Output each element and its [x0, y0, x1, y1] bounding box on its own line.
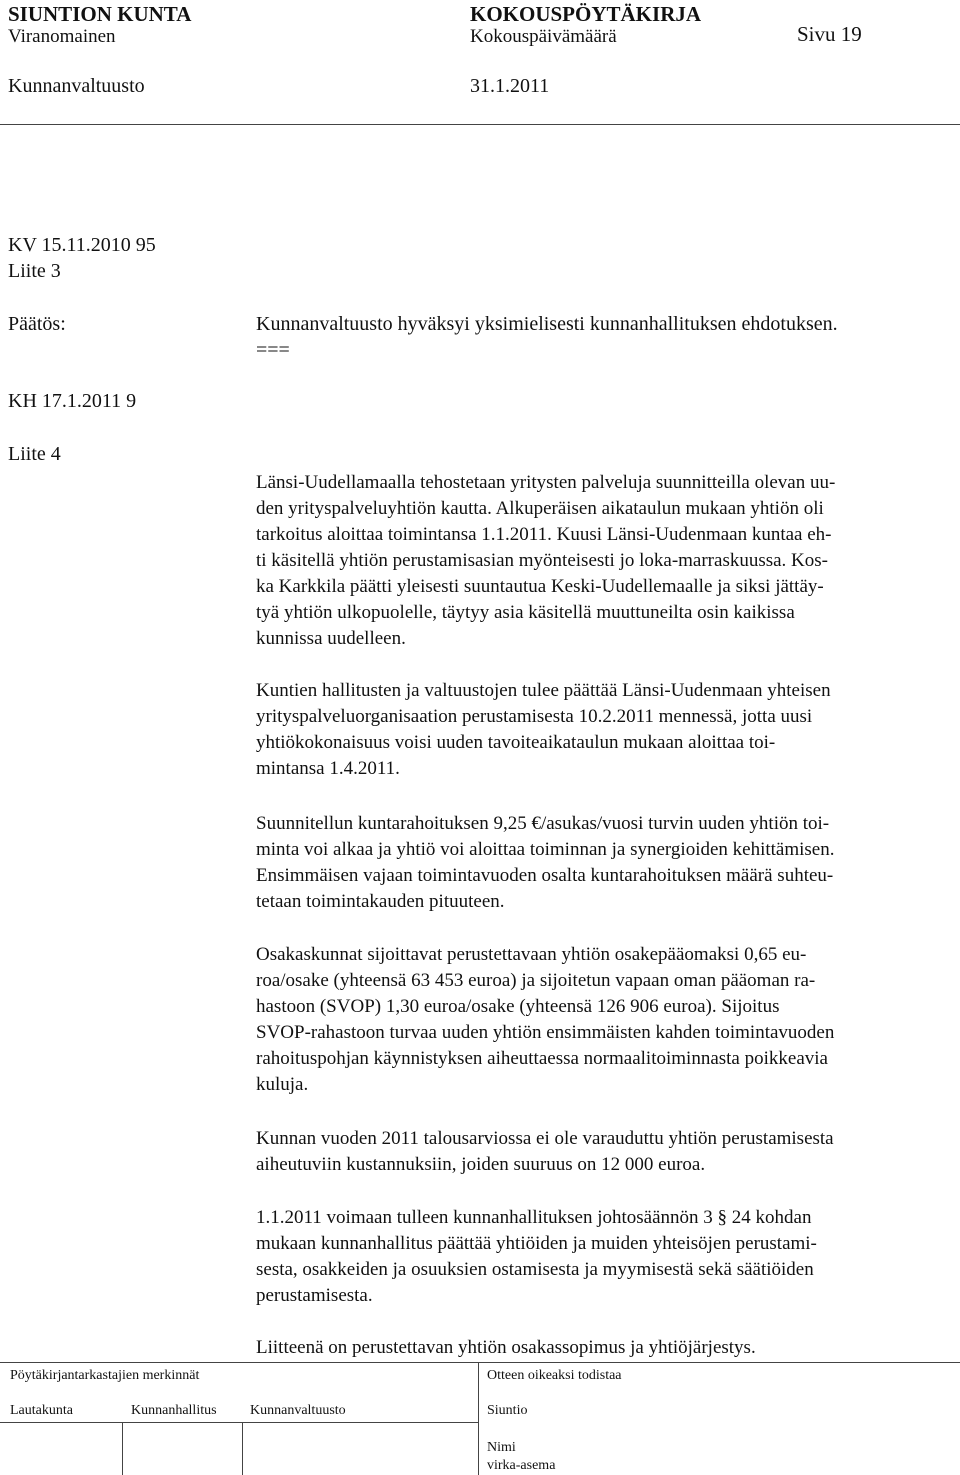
- name-label: Nimi: [487, 1440, 516, 1455]
- footer-top-rule: [0, 1362, 960, 1363]
- paragraph-line: perustamisesta.: [256, 1285, 373, 1306]
- paragraph-4: [256, 942, 956, 1098]
- footer-col-kunnanhallitus: Kunnanhallitus: [131, 1403, 217, 1418]
- paragraph-line: Ensimmäisen vajaan toimintavuoden osalta kuntarahoituksen määrä suhteu-: [256, 865, 834, 886]
- meeting-date: 31.1.2011: [470, 75, 550, 97]
- paragraph-line: Liitteenä on perustettavan yhtiön osakassopimus ja yhtiöjärjestys.: [256, 1337, 756, 1358]
- paragraph-line: kunnissa uudelleen.: [256, 628, 406, 649]
- footer-cell-divider-1: [122, 1422, 123, 1475]
- paragraph-line: ti käsitellä yhtiön perustamisasian myönteisesti jo loka-marraskuussa. Kos-: [256, 550, 829, 571]
- footer-col-kunnanvaltuusto: Kunnanvaltuusto: [250, 1403, 346, 1418]
- decision-text: Kunnanvaltuusto hyväksyi yksimielisesti kunnanhallituksen ehdotuksen.: [256, 313, 838, 335]
- paragraph-line: kuluja.: [256, 1074, 309, 1095]
- paragraph-line: mintansa 1.4.2011.: [256, 758, 400, 779]
- paragraph-line: ka Karkkila päätti yleisesti suuntautua Keski-Uudellemaalle ja siksi jättäy-: [256, 576, 824, 597]
- checkers-label: Pöytäkirjantarkastajien merkinnät: [10, 1368, 200, 1383]
- paragraph-line: aiheutuviin kustannuksiin, joiden suuruus on 12 000 euroa.: [256, 1154, 706, 1175]
- paragraph-1: [256, 470, 956, 652]
- place: Siuntio: [487, 1403, 528, 1418]
- footer-divider: [478, 1362, 479, 1475]
- kv-attachment: Liite 3: [8, 260, 61, 282]
- kv-reference: KV 15.11.2010 95: [8, 234, 156, 256]
- paragraph-line: tyä yhtiön ulkopuolelle, täytyy asia käsitellä muuttuneilta osin kaikissa: [256, 602, 795, 623]
- paragraph-line: rahoituspohjan käynnistyksen aiheuttaessa normaalitoiminnasta poikkeavia: [256, 1048, 828, 1069]
- decision-label: Päätös:: [8, 313, 66, 335]
- paragraph-line: tarkoitus aloittaa toimintansa 1.1.2011. Kuusi Länsi-Uudenmaan kuntaa eh-: [256, 524, 832, 545]
- paragraph-line: Suunnitellun kuntarahoituksen 9,25 €/asukas/vuosi turvin uuden yhtiön toi-: [256, 813, 830, 834]
- page-number: Sivu 19: [797, 22, 862, 46]
- certified-label: Otteen oikeaksi todistaa: [487, 1368, 622, 1383]
- paragraph-5: [256, 1126, 956, 1178]
- authority-label: Viranomainen: [8, 26, 116, 47]
- paragraph-line: roa/osake (yhteensä 63 453 euroa) ja sijoitetun vapaan oman pääoman ra-: [256, 970, 816, 991]
- authority: Kunnanvaltuusto: [8, 75, 145, 97]
- header-divider: [0, 124, 960, 125]
- paragraph-line: SVOP-rahastoon turvaa uuden yhtiön ensimmäisten kahden toimintavuoden: [256, 1022, 835, 1043]
- paragraph-line: sesta, osakkeiden ja osuuksien ostamisesta ja myymisestä sekä säätiöiden: [256, 1259, 814, 1280]
- kh-attachment: Liite 4: [8, 443, 61, 465]
- kh-reference: KH 17.1.2011 9: [8, 390, 137, 412]
- paragraph-line: yrityspalveluorganisaation perustamisesta 10.2.2011 mennessä, jotta uusi: [256, 706, 813, 727]
- footer-signature-rule: [0, 1422, 478, 1423]
- paragraph-line: Osakaskunnat sijoittavat perustettavaan yhtiön osakepääomaksi 0,65 eu-: [256, 944, 807, 965]
- document-type: KOKOUSPÖYTÄKIRJA: [470, 2, 702, 26]
- paragraph-2: [256, 678, 956, 782]
- paragraph-line: 1.1.2011 voimaan tulleen kunnanhallituksen johtosäännön 3 § 24 kohdan: [256, 1207, 812, 1228]
- footer-col-lautakunta: Lautakunta: [10, 1403, 73, 1418]
- paragraph-3: [256, 811, 956, 915]
- paragraph-line: mukaan kunnanhallitus päättää yhtiöiden ja muiden yhteisöjen perustami-: [256, 1233, 817, 1254]
- paragraph-line: Kuntien hallitusten ja valtuustojen tulee päättää Länsi-Uudenmaan yhteisen: [256, 680, 831, 701]
- org-name: SIUNTION KUNTA: [8, 2, 192, 26]
- title-label: virka-asema: [487, 1458, 556, 1473]
- paragraph-7: [256, 1335, 956, 1361]
- paragraph-line: yhtiökokonaisuus voisi uuden tavoiteaikataulun mukaan aloittaa toi-: [256, 732, 776, 753]
- paragraph-line: minta voi alkaa ja yhtiö voi aloittaa toiminnan ja synergioiden kehittämisen.: [256, 839, 835, 860]
- separator: ===: [256, 339, 290, 361]
- paragraph-line: tetaan toimintakauden pituuteen.: [256, 891, 505, 912]
- paragraph-line: Kunnan vuoden 2011 talousarviossa ei ole varauduttu yhtiön perustamisesta: [256, 1128, 834, 1149]
- paragraph-line: hastoon (SVOP) 1,30 euroa/osake (yhteensä 126 906 euroa). Sijoitus: [256, 996, 780, 1017]
- meeting-date-label: Kokouspäivämäärä: [470, 26, 617, 47]
- paragraph-line: den yrityspalveluyhtiön kautta. Alkuperäisen aikataulun mukaan yhtiön oli: [256, 498, 824, 519]
- footer-cell-divider-2: [242, 1422, 243, 1475]
- paragraph-line: Länsi-Uudellamaalla tehostetaan yritysten palveluja suunnitteilla olevan uu-: [256, 472, 836, 493]
- paragraph-6: [256, 1205, 956, 1309]
